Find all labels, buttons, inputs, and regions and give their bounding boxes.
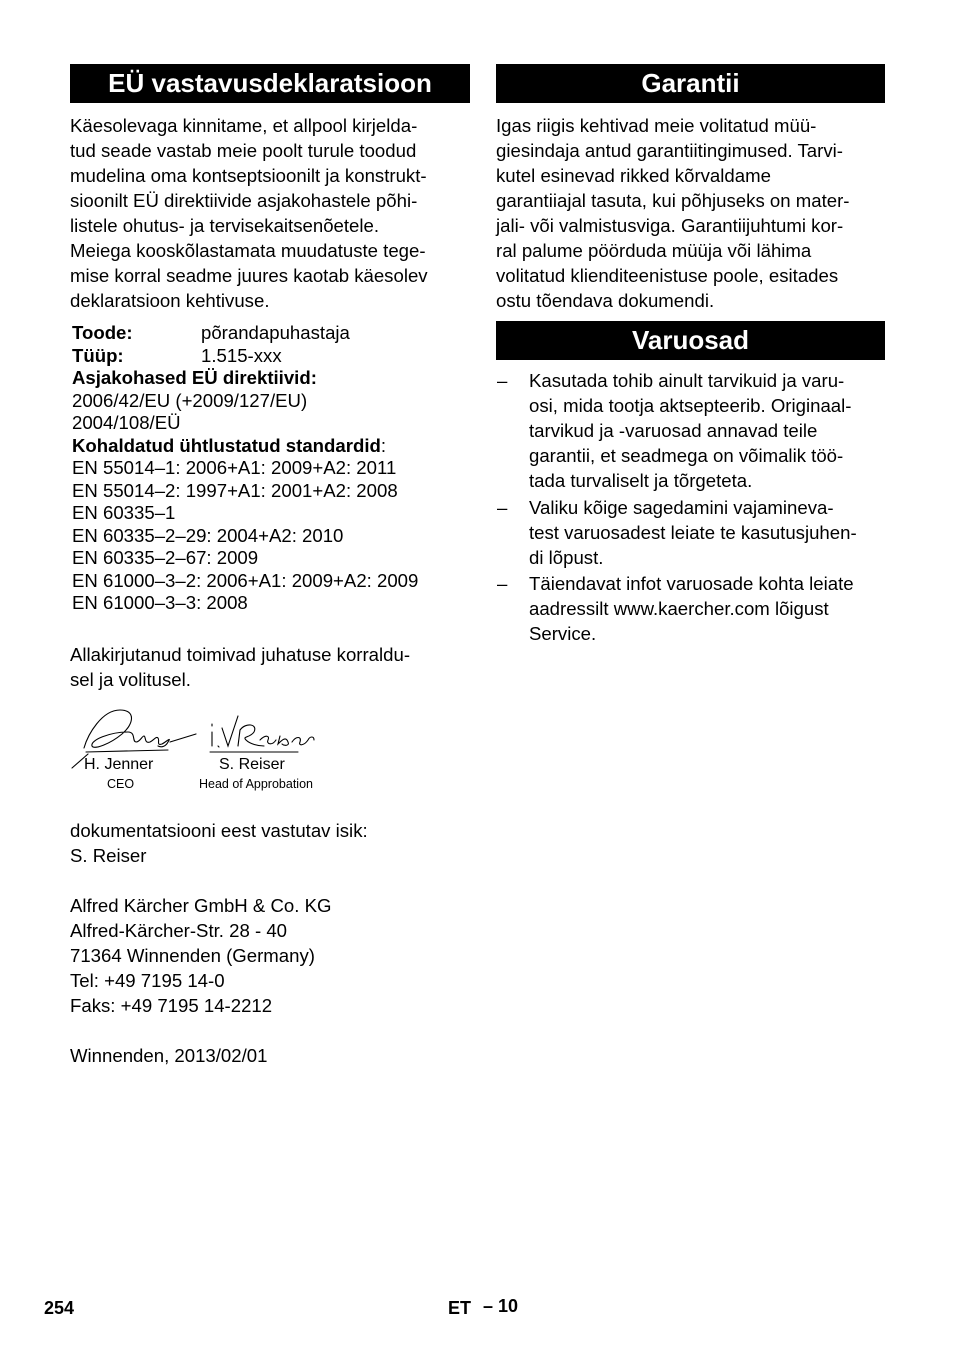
intro-line: tud seade vastab meie poolt turule toodud xyxy=(70,140,417,161)
bullet-dash: – xyxy=(497,496,508,518)
signed-note xyxy=(70,642,470,692)
type-value: 1.515-xxx xyxy=(201,344,282,366)
warranty-column xyxy=(496,64,885,648)
warranty-line: Igas riigis kehtivad meie volitatud müü- xyxy=(496,115,817,136)
warranty-line: jali- või valmistusviga. Garantiijuhtumi kor- xyxy=(496,215,844,236)
spare-parts-list xyxy=(496,368,885,646)
type-row xyxy=(72,345,470,368)
declaration-heading: EÜ vastavusdeklaratsioon xyxy=(70,64,470,103)
standard-item: EN 55014–2: 1997+A1: 2001+A2: 2008 xyxy=(72,479,398,501)
directives-label: Asjakohased EÜ direktiivid: xyxy=(72,367,317,388)
warranty-line: giesindaja antud garantiitingimused. Tarvi- xyxy=(496,140,843,161)
type-label: Tüüp: xyxy=(72,344,124,366)
standard-item: EN 61000–3–3: 2008 xyxy=(72,592,248,613)
signature-reiser-r xyxy=(238,724,264,745)
responsible-person xyxy=(70,818,470,868)
responsible-line: dokumentatsiooni eest vastutav isik: xyxy=(70,819,368,841)
declaration-column xyxy=(70,64,470,1068)
item-line: tada turvaliselt ja tõrgeteta. xyxy=(529,470,753,491)
address-line: Faks: +49 7195 14-2212 xyxy=(70,994,273,1016)
warranty-heading: Garantii xyxy=(496,64,885,103)
signature-jenner-underline xyxy=(86,750,168,752)
warranty-line: ral palume pöörduda müüja või lähima xyxy=(496,240,812,261)
address-line: Alfred Kärcher GmbH & Co. KG xyxy=(70,894,332,916)
signature-reiser-dot1 xyxy=(218,746,219,747)
signatory-name: H. Jenner xyxy=(84,755,154,773)
signature-jenner-tail xyxy=(170,734,196,742)
directive-item: 2006/42/EU (+2009/127/EU) xyxy=(72,389,308,411)
standard-item: EN 60335–2–67: 2009 xyxy=(72,547,259,568)
standard-item: EN 61000–3–2: 2006+A1: 2009+A2: 2009 xyxy=(72,569,419,591)
item-line: test varuosadest leiate te kasutusjuhen- xyxy=(529,521,857,543)
warranty-text xyxy=(496,113,885,313)
standards-colon: : xyxy=(380,434,387,456)
signature-block xyxy=(70,706,470,806)
item-line: garantii, et seadmega on võimalik töö- xyxy=(529,445,844,466)
address-line: Tel: +49 7195 14-0 xyxy=(70,969,225,991)
signature-reiser-v xyxy=(222,716,238,746)
intro-line: sioonilt EÜ direktiivide asjakohastele põhi- xyxy=(70,190,418,211)
product-value: põrandapuhastaja xyxy=(201,322,350,343)
warranty-line: ostu tõendava dokumendi. xyxy=(496,290,715,311)
item-line: di lõpust. xyxy=(529,546,604,568)
warranty-line: volitatud klienditeenistuse poole, esitades xyxy=(496,265,839,286)
language-code: ET xyxy=(448,1298,472,1318)
signatory-title: Head of Approbation xyxy=(199,776,313,791)
address-line: Alfred-Kärcher-Str. 28 - 40 xyxy=(70,919,288,941)
spare-parts-heading: Varuosad xyxy=(496,321,885,360)
bullet-dash: – xyxy=(497,573,508,594)
list-item xyxy=(496,495,885,570)
product-spec xyxy=(70,322,470,615)
responsible-line: S. Reiser xyxy=(70,844,147,866)
standards-label: Kohaldatud ühtlustatud standardid xyxy=(72,434,381,456)
product-label: Toode: xyxy=(72,322,133,343)
warranty-line: garantiiajal tasuta, kui põhjuseks on mater- xyxy=(496,190,850,211)
signed-line: Allakirjutanud toimivad juhatuse korraldu- xyxy=(70,643,411,665)
declaration-intro xyxy=(70,113,470,313)
signatory-name: S. Reiser xyxy=(219,755,285,773)
item-line: Kasutada tohib ainult tarvikuid ja varu- xyxy=(529,370,845,391)
signatory-title: CEO xyxy=(107,776,135,791)
address-line: 71364 Winnenden (Germany) xyxy=(70,944,315,966)
standards-heading xyxy=(72,435,470,458)
section-page-number: – 10 xyxy=(483,1296,519,1316)
list-item xyxy=(496,368,885,493)
item-line: aadressilt www.kaercher.com lõigust xyxy=(529,598,829,619)
product-row xyxy=(72,322,470,345)
warranty-line: kutel esinevad rikked kõrvaldame xyxy=(496,165,771,186)
directive-item: 2004/108/EÜ xyxy=(72,412,181,433)
intro-line: mise korral seadme juures kaotab käesolev xyxy=(70,265,428,286)
signed-line: sel ja volitusel. xyxy=(70,668,191,690)
item-line: osi, mida tootja aktsepteerib. Originaal- xyxy=(529,395,852,416)
intro-line: listele ohutus- ja tervisekaitsenõetele. xyxy=(70,215,380,236)
intro-line: Käesolevaga kinnitame, et allpool kirjelda- xyxy=(70,115,418,136)
standard-item: EN 60335–2–29: 2004+A2: 2010 xyxy=(72,524,344,546)
standard-item: EN 55014–1: 2006+A1: 2009+A2: 2011 xyxy=(72,457,397,478)
item-line: Service. xyxy=(529,623,597,644)
standard-item: EN 60335–1 xyxy=(72,502,176,523)
bullet-dash: – xyxy=(497,370,508,391)
page-number: 254 xyxy=(44,1298,75,1318)
place-date: Winnenden, 2013/02/01 xyxy=(70,1044,268,1066)
item-line: Täiendavat infot varuosade kohta leiate xyxy=(529,573,854,594)
intro-line: Meiega kooskõlastamata muudatuste tege- xyxy=(70,240,426,261)
item-line: tarvikud ja -varuosad annavad teile xyxy=(529,420,818,441)
signature-reiser-tail xyxy=(260,736,314,745)
company-address xyxy=(70,893,470,1018)
signature-jenner-stroke xyxy=(84,710,169,748)
list-item xyxy=(496,571,885,646)
item-line: Valiku kõige sagedamini vajamineva- xyxy=(529,496,834,518)
intro-line: deklaratsioon kehtivuse. xyxy=(70,290,270,311)
intro-line: mudelina oma kontseptsioonilt ja konstrukt- xyxy=(70,165,427,186)
